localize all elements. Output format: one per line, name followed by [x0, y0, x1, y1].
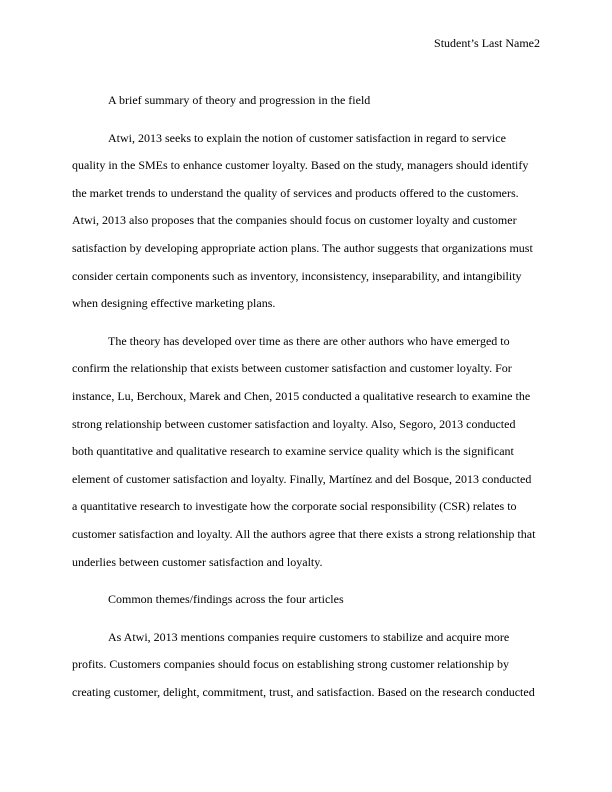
- paragraph-line: creating customer, delight, commitment, trust, and satisfaction. Based on the research conducted: [72, 684, 535, 699]
- paragraph-line: strong relationship between customer satisfaction and loyalty. Also, Segoro, 2013 conducted: [72, 416, 516, 431]
- paragraph-1: [72, 125, 540, 318]
- paragraph-gap: [72, 318, 540, 328]
- paragraph-gap: [72, 115, 540, 125]
- paragraph-line: the market trends to understand the quality of services and products offered to the customers.: [72, 185, 519, 200]
- running-head: Student’s Last Name2: [434, 36, 540, 50]
- section-heading-themes: Common themes/findings across the four articles: [108, 592, 344, 607]
- paragraph-2: [72, 328, 540, 576]
- paragraph-line: satisfaction by developing appropriate action plans. The author suggests that organizations must: [72, 240, 533, 255]
- paragraph-line: Atwi, 2013 also proposes that the companies should focus on customer loyalty and customer: [72, 213, 517, 228]
- paragraph-line: customer satisfaction and loyalty. All the authors agree that there exists a strong relationship that: [72, 526, 536, 541]
- paragraph-line: instance, Lu, Berchoux, Marek and Chen, 2015 conducted a qualitative research to examine the: [72, 388, 531, 403]
- paragraph-line: As Atwi, 2013 mentions companies require customers to stabilize and acquire more: [108, 629, 510, 644]
- paragraph-line: both quantitative and qualitative research to examine service quality which is the significant: [72, 444, 514, 459]
- paragraph-line: element of customer satisfaction and loyalty. Finally, Martínez and del Bosque, 2013 conducted: [72, 471, 532, 486]
- paragraph-line: quality in the SMEs to enhance customer loyalty. Based on the study, managers should identify: [72, 158, 529, 173]
- paragraph-line: Atwi, 2013 seeks to explain the notion of customer satisfaction in regard to service: [108, 130, 506, 145]
- paragraph-gap: [72, 576, 540, 586]
- paragraph-line: profits. Customers companies should focus on establishing strong customer relationship by: [72, 657, 509, 672]
- paragraph-line: a quantitative research to investigate how the corporate social responsibility (CSR) relates to: [72, 499, 517, 514]
- document-body: [72, 87, 540, 706]
- paragraph-3: [72, 624, 540, 707]
- section-heading-summary: A brief summary of theory and progression in the field: [108, 93, 371, 107]
- paragraph-line: The theory has developed over time as there are other authors who have emerged to: [108, 333, 510, 348]
- paragraph-line: when designing effective marketing plans.: [72, 296, 276, 311]
- paragraph-gap: [72, 614, 540, 624]
- paragraph-line: underlies between customer satisfaction and loyalty.: [72, 554, 323, 569]
- paragraph-line: confirm the relationship that exists between customer satisfaction and customer loyalty. For: [72, 361, 512, 376]
- paragraph-line: consider certain components such as inventory, inconsistency, inseparability, and intangibility: [72, 268, 522, 283]
